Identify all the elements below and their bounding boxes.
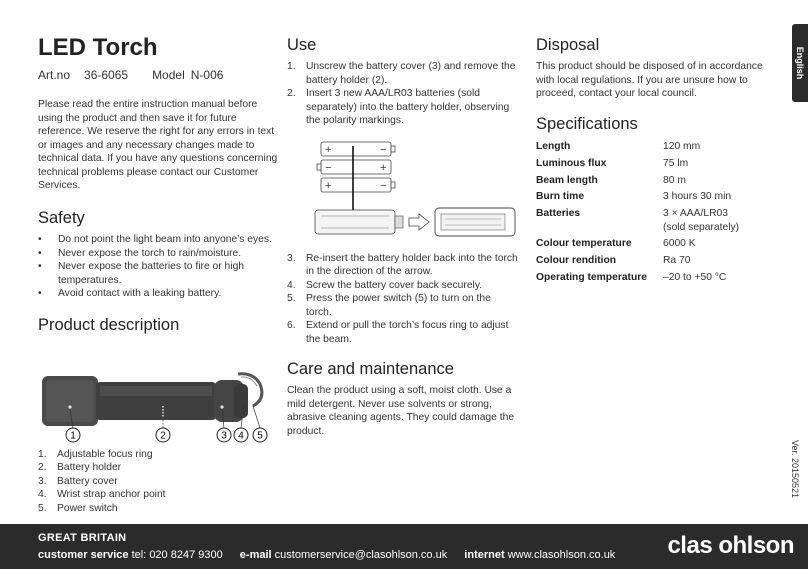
- svg-text:−: −: [325, 161, 332, 174]
- svg-text:−: −: [380, 179, 387, 192]
- safety-heading: Safety: [38, 208, 85, 227]
- safety-item: • Avoid contact with a leaking battery.: [38, 287, 278, 301]
- callout-5: [253, 428, 267, 442]
- website-link[interactable]: www.clasohlson.co.uk: [507, 549, 616, 561]
- model-label: Model: [152, 68, 185, 83]
- use-step: 5. Press the power switch (5) to turn on the torch.: [287, 293, 491, 318]
- specs-heading: Specifications: [536, 114, 638, 133]
- article-number: [38, 68, 278, 82]
- svg-text:2: 2: [160, 430, 166, 442]
- spec-row: Luminous flux 75 lm: [536, 158, 689, 170]
- use-steps-a: [287, 60, 519, 128]
- language-tab: [792, 24, 808, 102]
- spec-row: Colour rendition Ra 70: [536, 255, 691, 266]
- torch-illustration: [38, 344, 278, 444]
- part-item: 2. Battery holder: [38, 462, 122, 474]
- callout-4: [234, 428, 248, 442]
- svg-text:−: −: [380, 143, 387, 156]
- part-item: 5. Power switch: [38, 502, 118, 514]
- use-step: 4. Screw the battery cover back securely.: [287, 279, 483, 291]
- page-title: LED Torch: [38, 34, 158, 61]
- product-heading: Product description: [38, 315, 180, 334]
- svg-text:+: +: [325, 143, 332, 156]
- callout-1: [66, 428, 80, 442]
- footer-bar: [0, 524, 808, 569]
- artno-value: 36-6065: [84, 68, 129, 83]
- model-value: N-006: [190, 68, 224, 83]
- care-heading: Care and maintenance: [287, 360, 454, 379]
- callout-3: [217, 428, 231, 442]
- svg-text:4: 4: [238, 430, 244, 442]
- tel-label: tel:: [131, 549, 147, 561]
- spec-row: Colour temperature 6000 K: [536, 238, 696, 250]
- use-step: 3. Re-insert the battery holder back into the torch in the direction of the arrow.: [287, 252, 518, 278]
- part-item: 1. Adjustable focus ring: [38, 448, 153, 460]
- disposal-text: This product should be disposed of in accordance with local regulations. If you are unsure how to proceed, contact your local council.: [536, 61, 763, 100]
- product-parts-list: [38, 448, 278, 516]
- use-steps-b: [287, 252, 519, 347]
- spec-row: Beam length 80 m: [536, 174, 686, 186]
- svg-text:5: 5: [257, 430, 263, 442]
- version-label: Ver. 20150521: [790, 440, 800, 499]
- svg-text:+: +: [380, 161, 387, 174]
- disposal-heading: Disposal: [536, 36, 600, 54]
- use-heading: Use: [287, 36, 317, 54]
- specs-table: [536, 139, 772, 286]
- column-right: [536, 30, 772, 286]
- spec-row: Operating temperature –20 to +50 °C: [536, 271, 727, 283]
- part-item: 3. Battery cover: [38, 475, 118, 487]
- internet-label: internet: [464, 549, 505, 561]
- svg-text:+: +: [325, 179, 332, 192]
- spec-row: Length 120 mm: [536, 141, 701, 153]
- battery-illustration: [287, 136, 519, 246]
- intro-text: Please read the entire instruction manual before using the product and then save it for future reference. We reserve the right for any errors in text or images and any necessary changes made to technical data. If you have any questions concerning technical problems please contact our Customer Services.: [38, 99, 278, 192]
- tel-value: 020 8247 9300: [149, 549, 223, 561]
- email-link[interactable]: customerservice@clasohlson.co.uk: [274, 549, 448, 561]
- safety-item: • Never expose the torch to rain/moisture.: [38, 247, 278, 261]
- callout-2: [156, 428, 170, 442]
- email-label: e-mail: [239, 549, 272, 561]
- spec-row: Batteries 3 × AAA/LR03 (sold separately): [536, 208, 740, 233]
- cs-label: customer service: [38, 549, 129, 561]
- brand-logo: clas ohlson: [667, 532, 794, 559]
- column-left: [38, 30, 278, 515]
- language-tab-label: English: [795, 46, 805, 80]
- use-step: 1. Unscrew the battery cover (3) and remove the battery holder (2).: [287, 61, 516, 86]
- svg-text:1: 1: [70, 430, 76, 442]
- footer-contact: [38, 549, 615, 561]
- part-item: 4. Wrist strap anchor point: [38, 489, 166, 501]
- svg-text:3: 3: [221, 430, 227, 442]
- care-text: Clean the product using a soft, moist cloth. Use a mild detergent. Never use solvents or strong, abrasive cleaning agents. They could damage the product.: [287, 385, 515, 437]
- safety-list: [38, 233, 278, 301]
- footer-country: GREAT BRITAIN: [38, 532, 127, 544]
- use-step: 2. Insert 3 new AAA/LR03 batteries (sold separately) into the battery holder, observing the polarity markings.: [287, 88, 510, 127]
- safety-item: • Never expose the batteries to fire or high temperatures.: [38, 260, 278, 287]
- artno-label: Art.no: [38, 68, 71, 83]
- safety-item: • Do not point the light beam into anyone’s eyes.: [38, 233, 278, 247]
- use-step: 6. Extend or pull the torch’s focus ring to adjust the beam.: [287, 320, 509, 345]
- column-middle: [287, 30, 519, 438]
- spec-row: Burn time 3 hours 30 min: [536, 191, 732, 203]
